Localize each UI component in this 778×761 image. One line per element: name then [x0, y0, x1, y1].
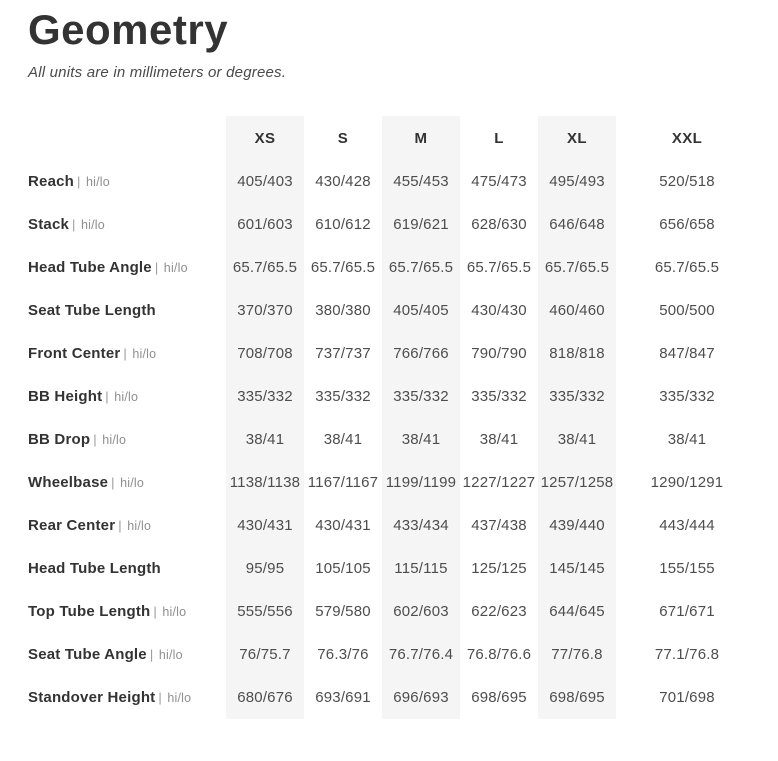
row-label: [28, 160, 226, 203]
geometry-value: 495/493: [549, 173, 605, 191]
size-column-header-l: L: [494, 129, 504, 147]
geometry-value: 335/332: [659, 388, 715, 406]
measure-name: Seat Tube Angle: [28, 646, 147, 664]
geometry-value: 500/500: [659, 302, 715, 320]
geometry-value: 76.7/76.4: [388, 646, 454, 664]
row-label: [28, 418, 226, 461]
row-label-header: [28, 116, 226, 160]
size-header-row: [28, 116, 758, 160]
hi-lo-suffix: hi/lo: [120, 476, 145, 491]
geometry-value: 1290/1291: [650, 474, 724, 492]
geometry-value: 579/580: [315, 603, 371, 621]
geometry-value: 155/155: [659, 560, 715, 578]
geometry-value: 790/790: [471, 345, 527, 363]
table-row: [28, 504, 758, 547]
row-label: [28, 590, 226, 633]
geometry-value: 708/708: [237, 345, 293, 363]
hi-lo-suffix: hi/lo: [85, 175, 110, 190]
geometry-value: 455/453: [393, 173, 449, 191]
measure-name: Standover Height: [28, 689, 156, 707]
geometry-value: 1257/1258: [540, 474, 614, 492]
row-label: [28, 289, 226, 332]
geometry-value: 610/612: [315, 216, 371, 234]
geometry-value: 38/41: [323, 431, 363, 449]
page-title: Geometry: [28, 6, 229, 53]
geometry-value: 475/473: [471, 173, 527, 191]
geometry-value: 601/603: [237, 216, 293, 234]
geometry-value: 437/438: [471, 517, 527, 535]
row-label: [28, 676, 226, 719]
geometry-value: 335/332: [237, 388, 293, 406]
geometry-value: 766/766: [393, 345, 449, 363]
geometry-value: 380/380: [315, 302, 371, 320]
geometry-value: 335/332: [315, 388, 371, 406]
measure-name: Top Tube Length: [28, 603, 151, 621]
measure-name: Head Tube Angle: [28, 259, 152, 277]
size-column-header-xs: XS: [254, 129, 276, 147]
geometry-value: 77/76.8: [551, 646, 603, 664]
geometry-value: 38/41: [479, 431, 519, 449]
size-column-header-s: S: [337, 129, 349, 147]
geometry-value: 125/125: [471, 560, 527, 578]
table-row: [28, 418, 758, 461]
geometry-value: 76/75.7: [239, 646, 291, 664]
row-label: [28, 332, 226, 375]
geometry-value: 335/332: [549, 388, 605, 406]
geometry-value: 628/630: [471, 216, 527, 234]
geometry-value: 520/518: [659, 173, 715, 191]
geometry-value: 38/41: [401, 431, 441, 449]
geometry-value: 430/430: [471, 302, 527, 320]
geometry-value: 693/691: [315, 689, 371, 707]
measure-name: BB Height: [28, 388, 103, 406]
geometry-value: 430/431: [237, 517, 293, 535]
hi-lo-separator: |: [93, 432, 97, 448]
geometry-value: 644/645: [549, 603, 605, 621]
geometry-value: 335/332: [471, 388, 527, 406]
table-row: [28, 676, 758, 719]
geometry-value: 460/460: [549, 302, 605, 320]
geometry-value: 656/658: [659, 216, 715, 234]
row-label: [28, 633, 226, 676]
hi-lo-suffix: hi/lo: [114, 390, 139, 405]
hi-lo-separator: |: [105, 389, 109, 405]
hi-lo-separator: |: [77, 174, 81, 190]
geometry-value: 77.1/76.8: [654, 646, 720, 664]
table-row: [28, 633, 758, 676]
table-row: [28, 332, 758, 375]
geometry-value: 1167/1167: [307, 474, 379, 492]
geometry-value: 65.7/65.5: [310, 259, 376, 277]
hi-lo-separator: |: [123, 346, 127, 362]
hi-lo-separator: |: [158, 690, 162, 706]
geometry-value: 698/695: [549, 689, 605, 707]
geometry-value: 671/671: [659, 603, 715, 621]
geometry-value: 646/648: [549, 216, 605, 234]
row-label: [28, 203, 226, 246]
geometry-table: [28, 116, 758, 719]
geometry-value: 430/431: [315, 517, 371, 535]
geometry-value: 680/676: [237, 689, 293, 707]
geometry-value: 433/434: [393, 517, 449, 535]
row-label: [28, 375, 226, 418]
hi-lo-separator: |: [72, 217, 76, 233]
geometry-value: 335/332: [393, 388, 449, 406]
geometry-value: 38/41: [245, 431, 285, 449]
measure-name: Rear Center: [28, 517, 116, 535]
table-row: [28, 246, 758, 289]
hi-lo-separator: |: [118, 518, 122, 534]
size-column-header-m: M: [414, 129, 428, 147]
table-row: [28, 461, 758, 504]
geometry-value: 1199/1199: [385, 474, 457, 492]
hi-lo-suffix: hi/lo: [163, 261, 188, 276]
measure-name: Seat Tube Length: [28, 302, 156, 320]
measure-name: Wheelbase: [28, 474, 109, 492]
geometry-value: 76.3/76: [317, 646, 369, 664]
row-label: [28, 246, 226, 289]
hi-lo-suffix: hi/lo: [127, 519, 152, 534]
table-row: [28, 547, 758, 590]
geometry-value: 65.7/65.5: [232, 259, 298, 277]
geometry-value: 65.7/65.5: [544, 259, 610, 277]
measure-name: BB Drop: [28, 431, 91, 449]
geometry-value: 622/623: [471, 603, 527, 621]
geometry-value: 555/556: [237, 603, 293, 621]
hi-lo-separator: |: [149, 647, 154, 663]
hi-lo-suffix: hi/lo: [162, 605, 187, 620]
geometry-value: 737/737: [315, 345, 371, 363]
row-label: [28, 504, 226, 547]
table-row: [28, 590, 758, 633]
geometry-value: 38/41: [667, 431, 707, 449]
geometry-value: 430/428: [315, 173, 371, 191]
hi-lo-suffix: hi/lo: [80, 218, 105, 233]
table-row: [28, 289, 758, 332]
geometry-value: 65.7/65.5: [654, 259, 720, 277]
geometry-value: 443/444: [659, 517, 715, 535]
geometry-value: 65.7/65.5: [466, 259, 532, 277]
hi-lo-separator: |: [153, 604, 157, 620]
measure-name: Stack: [28, 216, 70, 234]
geometry-value: 145/145: [549, 560, 605, 578]
table-row: [28, 375, 758, 418]
row-label: [28, 547, 226, 590]
row-label: [28, 461, 226, 504]
hi-lo-suffix: hi/lo: [132, 347, 157, 362]
geometry-value: 95/95: [245, 560, 285, 578]
hi-lo-separator: |: [111, 475, 115, 491]
table-row: [28, 160, 758, 203]
geometry-value: 818/818: [549, 345, 605, 363]
geometry-value: 1227/1227: [462, 474, 536, 492]
geometry-value: 696/693: [393, 689, 449, 707]
geometry-value: 602/603: [393, 603, 449, 621]
geometry-value: 1138/1138: [229, 474, 301, 492]
size-column-header-xl: XL: [567, 129, 587, 147]
size-column-header-xxl: XXL: [671, 129, 703, 147]
geometry-value: 698/695: [471, 689, 527, 707]
measure-name: Front Center: [28, 345, 121, 363]
hi-lo-suffix: hi/lo: [158, 648, 183, 663]
geometry-value: 405/403: [237, 173, 293, 191]
measure-name: Head Tube Length: [28, 560, 161, 578]
hi-lo-separator: |: [154, 260, 159, 276]
geometry-value: 439/440: [549, 517, 605, 535]
geometry-value: 65.7/65.5: [388, 259, 454, 277]
geometry-value: 847/847: [659, 345, 715, 363]
hi-lo-suffix: hi/lo: [102, 433, 127, 448]
units-note: All units are in millimeters or degrees.: [28, 64, 287, 82]
hi-lo-suffix: hi/lo: [167, 691, 192, 706]
geometry-value: 701/698: [659, 689, 715, 707]
geometry-value: 405/405: [393, 302, 449, 320]
geometry-value: 38/41: [557, 431, 597, 449]
table-row: [28, 203, 758, 246]
geometry-value: 105/105: [315, 560, 371, 578]
geometry-value: 619/621: [393, 216, 449, 234]
geometry-value: 76.8/76.6: [466, 646, 532, 664]
geometry-value: 115/115: [394, 560, 448, 578]
measure-name: Reach: [28, 173, 75, 191]
geometry-value: 370/370: [237, 302, 293, 320]
